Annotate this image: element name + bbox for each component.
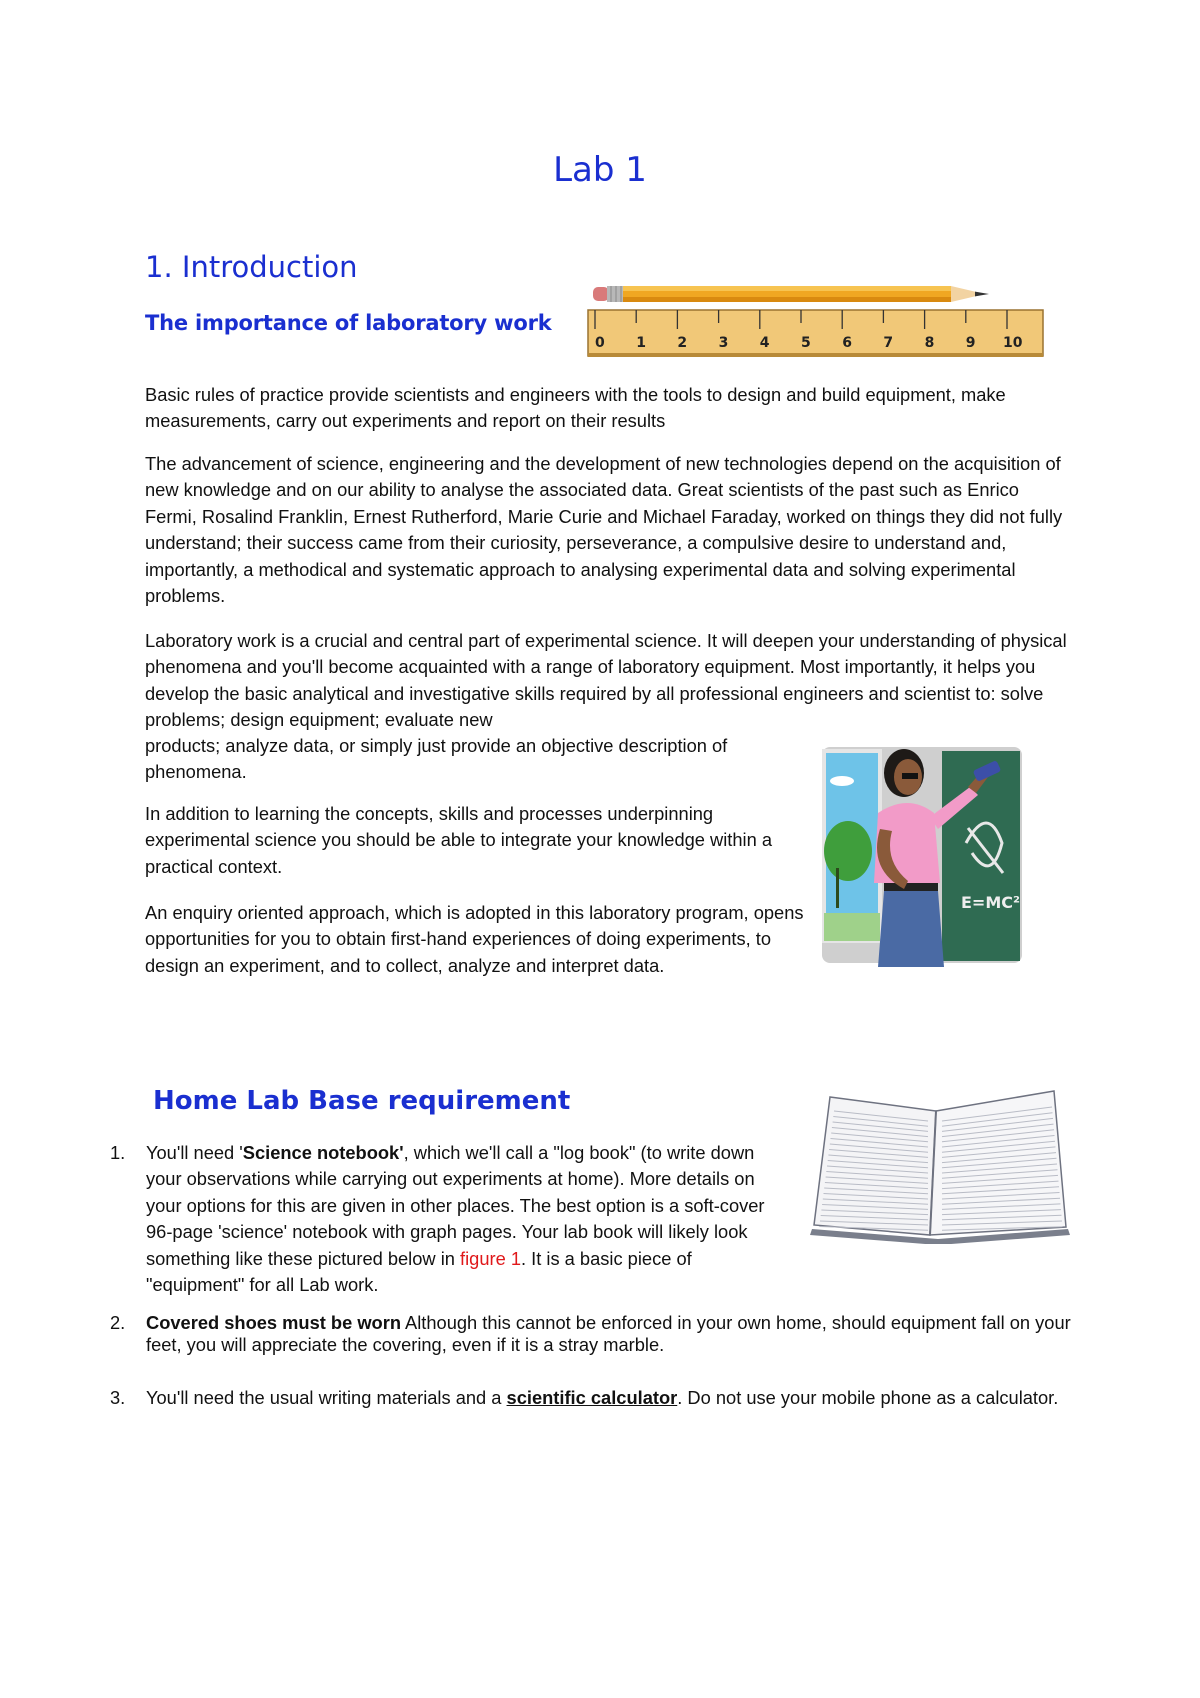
list-number: 2.	[110, 1312, 126, 1333]
list-bold: Science notebook'	[242, 1142, 404, 1163]
list-text	[146, 1140, 790, 1298]
ruler-number: 8	[924, 335, 935, 351]
home-lab-heading: Home Lab Base requirement	[153, 1086, 571, 1116]
list-text	[146, 1312, 1096, 1355]
list-text-part: Although this cannot be enforced in your own home, should equipment fall on your feet, you will appreciate the covering, even if it is a stray marble.	[146, 1312, 1071, 1355]
blackboard-text: E=MC²	[961, 893, 1021, 912]
list-text-part: . It is a basic piece of "equipment" for all Lab work.	[146, 1247, 692, 1296]
list-number: 1.	[110, 1142, 126, 1163]
ruler-number: 5	[801, 335, 811, 351]
list-item	[110, 1385, 1100, 1441]
subheading: The importance of laboratory work	[145, 311, 552, 335]
list-item	[110, 1312, 1100, 1368]
page-title: Lab 1	[553, 150, 647, 190]
ruler-number: 6	[842, 335, 852, 351]
list-text-part: You'll need '	[146, 1142, 243, 1163]
section-heading: 1. Introduction	[145, 250, 358, 284]
ruler-icon	[588, 310, 1043, 357]
paragraph-1: Basic rules of practice provide scientists and engineers with the tools to design and build equipment, make measurements, carry out experiments and report on their results	[145, 384, 1006, 432]
teacher-blackboard-image	[818, 733, 1024, 967]
pencil-ruler-image	[585, 281, 1047, 361]
ruler-number: 4	[759, 335, 770, 351]
list-bold: scientific calculator	[506, 1387, 678, 1408]
ruler-number: 1	[636, 335, 646, 351]
ruler-number: 10	[1003, 335, 1023, 351]
list-item	[110, 1140, 790, 1300]
ruler-number: 9	[965, 335, 976, 351]
pencil-icon	[593, 286, 989, 302]
list-text-part: You'll need the usual writing materials and a	[146, 1387, 507, 1408]
ruler-number: 3	[718, 335, 729, 351]
paragraph-3: Laboratory work is a crucial and central part of experimental science. It will deepen your understanding of physical phenomena and you'll become acquainted with a range of laboratory equipment. Most importantly, it helps you develop the basic analytical and investigative skills required by all professional engineers and scientist to: solve problems; design equipment; evaluate new	[145, 630, 1067, 731]
open-notebook-image	[808, 1079, 1072, 1244]
list-text-part: , which we'll call a "log book" (to write down your observations while carrying out experiments at home). More details on your options for this are given in other places. The best option is a soft-cover 96-page 'science' notebook with graph pages. Your lab book will likely look something like these pictured below in	[146, 1142, 765, 1269]
paragraph-3-continued: products; analyze data, or simply just provide an objective description of phenomena.	[145, 735, 728, 783]
list-text-part: . Do not use your mobile phone as a calculator.	[677, 1387, 1059, 1408]
ruler-number: 7	[883, 335, 894, 351]
paragraph-2: The advancement of science, engineering and the development of new technologies depend on the acquisition of new knowledge and on our ability to analyse the associated data. Great scientists of the past such as Enrico Fermi, Rosalind Franklin, Ernest Rutherford, Marie Curie and Michael Faraday, worked on things they did not fully understand; their success came from their curiosity, perseverance, a compulsive desire to understand and, importantly, a methodical and systematic approach to analysing experimental data and solving experimental problems.	[145, 453, 1063, 607]
list-text	[146, 1385, 1096, 1411]
list-number: 3.	[110, 1387, 126, 1408]
ruler-number: 0	[595, 335, 605, 351]
list-bold: Covered shoes must be worn	[146, 1312, 401, 1333]
ruler-number: 2	[677, 335, 688, 351]
figure-link[interactable]: figure 1	[460, 1247, 521, 1269]
paragraph-5: An enquiry oriented approach, which is adopted in this laboratory program, opens opportunities for you to obtain first-hand experiences of doing experiments, to design an experiment, and to collect, analyze and interpret data.	[145, 902, 804, 976]
paragraph-4: In addition to learning the concepts, skills and processes underpinning experimental science you should be able to integrate your knowledge within a practical context.	[145, 803, 773, 877]
